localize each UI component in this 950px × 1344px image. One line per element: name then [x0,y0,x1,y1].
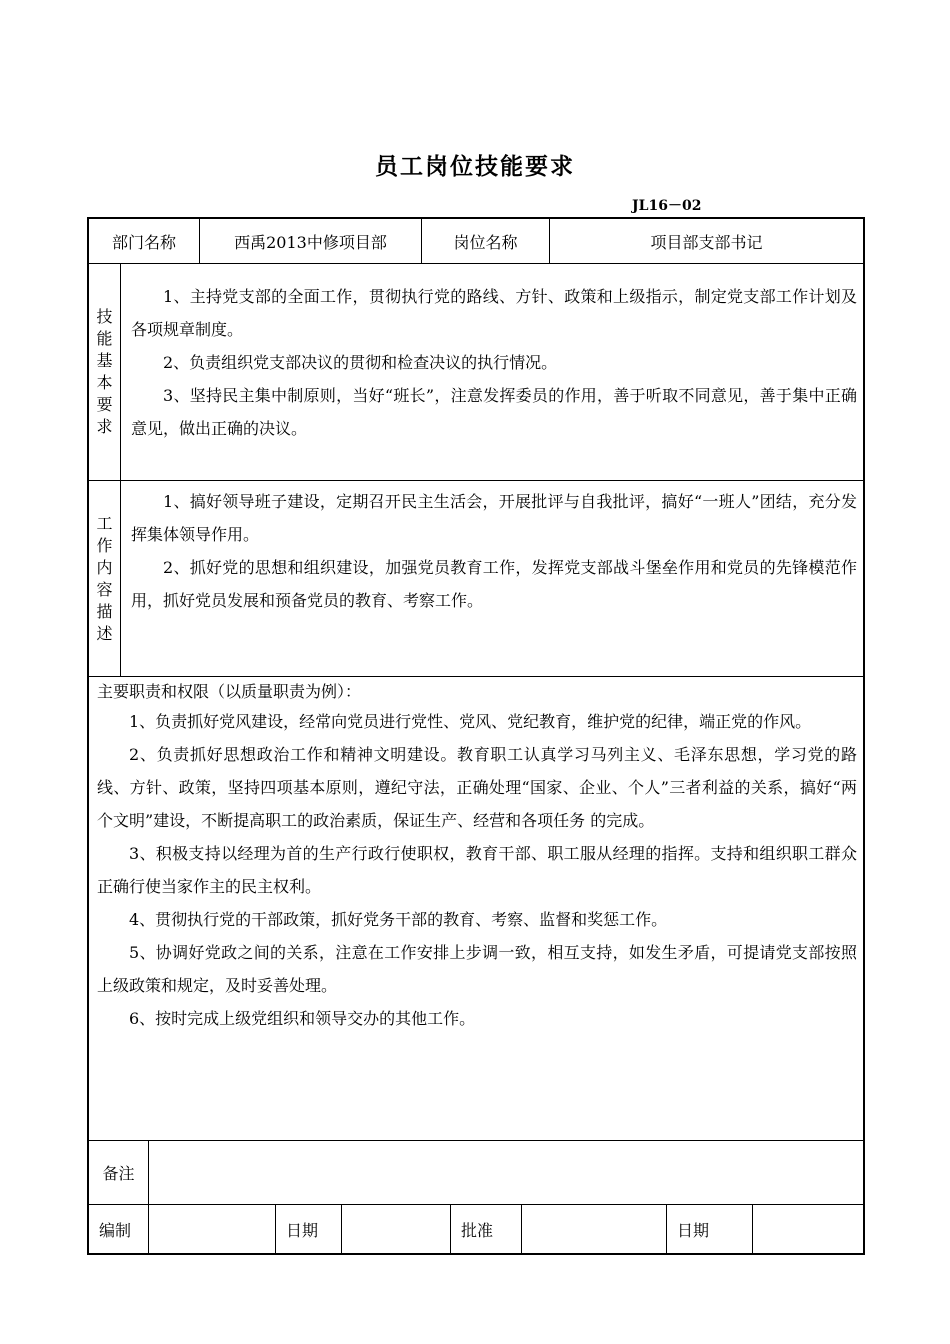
date-value-1 [341,1205,450,1253]
work-label [89,481,120,676]
document-code: JL16－02 [632,198,702,214]
header-row [89,219,863,264]
skills-paragraph: 3、坚持民主集中制原则，当好“班长”，注意发挥委员的作用，善于听取不同意见，善于集中正确意见，做出正确的决议。 [131,386,857,438]
work-label-char: 作 [96,535,113,555]
work-paragraph: 2、抓好党的思想和组织建设，加强党员教育工作，发挥党支部战斗堡垒作用和党员的先锋模范作用，抓好党员发展和预备党员的教育、考察工作。 [131,558,857,610]
duties-paragraph: 5、协调好党政之间的关系，注意在工作安排上步调一致，相互支持，如发生矛盾，可提请党支部按照上级政策和规定，及时妥善处理。 [97,943,857,995]
skills-label-char: 基 [96,351,113,370]
work-content [120,481,863,676]
skills-label-char: 技 [96,307,113,326]
work-paragraph: 1、搞好领导班子建设，定期召开民主生活会，开展批评与自我批评，搞好“一班人”团结，充分发挥集体领导作用。 [131,492,857,544]
duties-heading: 主要职责和权限（以质量职责为例）： [97,682,362,701]
compiler-value [148,1205,275,1253]
duties-paragraph: 3、积极支持以经理为首的生产行政行使职权，教育干部、职工服从经理的指挥。支持和组织职工群众正确行使当家作主的民主权利。 [97,844,857,896]
skills-label-char: 本 [96,373,113,392]
skills-paragraph: 1、主持党支部的全面工作，贯彻执行党的路线、方针、政策和上级指示，制定党支部工作计划及各项规章制度。 [131,287,857,339]
dept-label: 部门名称 [111,232,176,252]
work-label-char: 容 [96,579,113,599]
skills-label-char: 能 [96,329,113,348]
approve-value [521,1205,666,1253]
skills-label [89,264,120,480]
duties-row [89,677,863,1141]
duties-paragraph: 4、贯彻执行党的干部政策，抓好党务干部的教育、考察、监督和奖惩工作。 [129,910,668,929]
work-row [89,481,863,677]
remark-label: 备注 [102,1164,135,1183]
dept-value: 西禹2013中修项目部 [199,219,421,263]
work-label-char: 描 [96,601,113,621]
work-label-char: 述 [96,623,113,643]
post-label: 岗位名称 [421,219,549,263]
skill-requirements-table [87,217,865,1255]
duties-paragraph: 6、按时完成上级党组织和领导交办的其他工作。 [129,1009,476,1028]
remark-row [89,1141,863,1205]
skills-label-char: 要 [96,395,113,414]
skills-paragraph: 2、负责组织党支部决议的贯彻和检查决议的执行情况。 [163,353,558,372]
duties-paragraph: 1、负责抓好党风建设，经常向党员进行党性、党风、党纪教育，维护党的纪律，端正党的作风。 [129,712,812,731]
duties-paragraph: 2、负责抓好思想政治工作和精神文明建设。教育职工认真学习马列主义、毛泽东思想，学习党的路线、方针、政策，坚持四项基本原则，遵纪守法，正确处理“国家、企业、个人”三者利益的关系，搞好“两个文明”建设，不断提高职工的政治素质，保证生产、经营和各项任务 的完成。 [97,745,857,830]
work-label-char: 内 [96,557,113,577]
signature-row [89,1205,863,1253]
approve-label: 批准 [450,1205,521,1253]
compiler-label: 编制 [99,1220,132,1240]
skills-row [89,264,863,481]
date-label-1: 日期 [275,1205,341,1253]
work-label-char: 工 [96,513,113,533]
date-label-2: 日期 [666,1205,752,1253]
duties-content [89,677,863,1140]
date-value-2 [752,1205,863,1253]
remark-value [148,1141,863,1204]
document-title: 员工岗位技能要求 [375,153,575,180]
post-value: 项目部支部书记 [549,219,863,263]
skills-label-char: 求 [96,417,113,436]
skills-content [120,264,863,480]
